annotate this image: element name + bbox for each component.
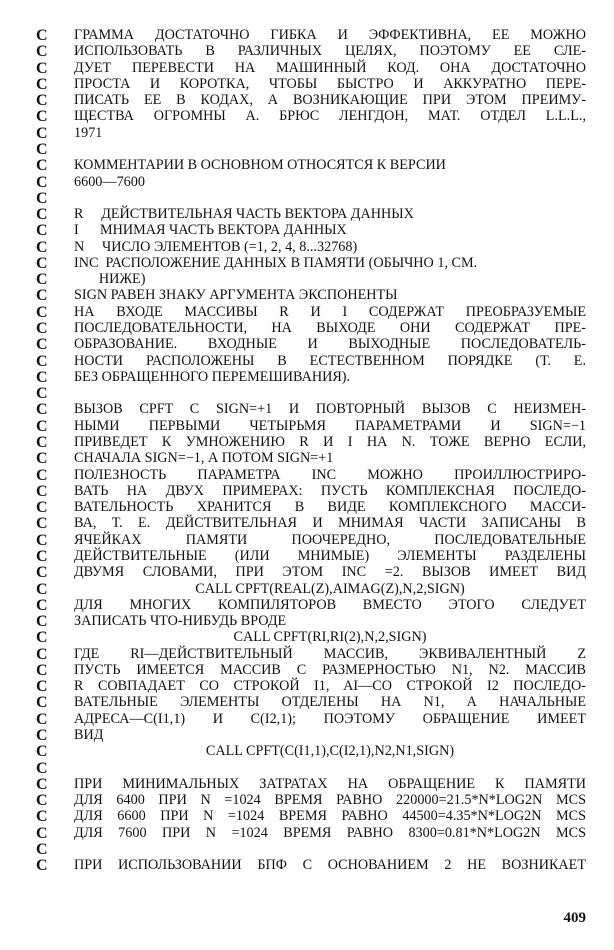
- page-number: 409: [563, 910, 586, 926]
- comment-line: [0, 629, 614, 647]
- comment-line: [0, 60, 614, 78]
- comment-line: [0, 467, 614, 485]
- comment-line: [0, 304, 614, 322]
- comment-text: ИСПОЛЬЗОВАТЬ В РАЗЛИЧНЫХ ЦЕЛЯХ, ПОЭТОМУ ЕЕ СЛЕ-: [74, 43, 586, 60]
- comment-marker: C: [36, 271, 48, 289]
- comment-marker: C: [36, 743, 48, 761]
- comment-marker: C: [36, 466, 48, 484]
- comment-text: INC РАСПОЛОЖЕНИЕ ДАННЫХ В ПАМЯТИ (ОБЫЧНО 1, СМ.: [74, 254, 478, 271]
- comment-text: ПРИ МИНИМАЛЬНЫХ ЗАТРАТАХ НА ОБРАЩЕНИЕ К ПАМЯТИ: [74, 775, 586, 792]
- comment-marker: C: [36, 564, 48, 582]
- comment-marker: C: [36, 678, 48, 696]
- comment-text: ПОЛЕЗНОСТЬ ПАРАМЕТРА INC МОЖНО ПРОИЛЛЮСТРИРО-: [74, 466, 586, 483]
- comment-line: [0, 857, 614, 875]
- comment-line: [0, 336, 614, 354]
- comment-line: [0, 548, 614, 566]
- comment-marker: C: [36, 75, 48, 93]
- comment-text: ГРАММА ДОСТАТОЧНО ГИБКА И ЭФФЕКТИВНА, ЕЕ МОЖНО: [74, 27, 586, 43]
- comment-line: [0, 174, 614, 192]
- comment-line: [0, 108, 614, 126]
- comment-marker: C: [36, 157, 48, 175]
- comment-line: [0, 287, 614, 305]
- comment-text: НЫМИ ПЕРВЫМИ ЧЕТЫРЬМЯ ПАРАМЕТРАМИ И SIGN=−1: [74, 417, 586, 434]
- comment-text: I МНИМАЯ ЧАСТЬ ВЕКТОРА ДАННЫХ: [74, 222, 347, 239]
- comment-line: [0, 581, 614, 599]
- comment-marker: C: [36, 238, 48, 256]
- comment-text: 1971: [74, 124, 103, 141]
- comment-text: CALL CPFT(REAL(Z),AIMAG(Z),N,2,SIGN): [195, 580, 465, 597]
- comment-text: ПИСАТЬ ЕЕ В КОДАХ, А ВОЗНИКАЮЩИЕ ПРИ ЭТОМ ПРЕИМУ-: [74, 92, 586, 109]
- comment-text: ВЫЗОВ CPFT С SIGN=+1 И ПОВТОРНЫЙ ВЫЗОВ С НЕИЗМЕН-: [74, 401, 586, 418]
- comment-line: [0, 597, 614, 615]
- comment-marker: C: [36, 661, 48, 679]
- comment-line: [0, 499, 614, 517]
- comment-text: ВАТЬ НА ДВУХ ПРИМЕРАХ: ПУСТЬ КОМПЛЕКСНАЯ ПОСЛЕДО-: [74, 482, 586, 499]
- comment-marker: C: [36, 336, 48, 354]
- comment-line: [0, 76, 614, 94]
- comment-line: [0, 320, 614, 338]
- comment-text: ЯЧЕЙКАХ ПАМЯТИ ПООЧЕРЕДНО, ПОСЛЕДОВАТЕЛЬНЫЕ: [74, 531, 586, 548]
- comment-text: R ДЕЙСТВИТЕЛЬНАЯ ЧАСТЬ ВЕКТОРА ДАННЫХ: [74, 206, 414, 223]
- comment-text: НИЖЕ): [74, 271, 146, 288]
- comment-line: [0, 760, 614, 778]
- comment-marker: C: [36, 499, 48, 517]
- comment-marker: C: [36, 531, 48, 549]
- comment-marker: C: [36, 401, 48, 419]
- comment-marker: C: [36, 580, 48, 598]
- comment-text: ГДЕ RI—ДЕЙСТВИТЕЛЬНЫЙ МАССИВ, ЭКВИВАЛЕНТНЫЙ Z: [74, 645, 586, 662]
- comment-text: ВА, Т. Е. ДЕЙСТВИТЕЛЬНАЯ И МНИМАЯ ЧАСТИ ЗАПИСАНЫ В: [74, 515, 586, 532]
- comment-line: [0, 808, 614, 826]
- comment-text: ОБРАЗОВАНИЕ. ВХОДНЫЕ И ВЫХОДНЫЕ ПОСЛЕДОВАТЕЛЬ-: [74, 336, 586, 353]
- comment-text: ЩЕСТВА ОГРОМНЫ А. БРЮС ЛЕНГДОН, МАТ. ОТДЕЛ L.L.L.,: [74, 108, 586, 125]
- comment-line: [0, 206, 614, 224]
- comment-text: 6600—7600: [74, 173, 145, 190]
- comment-line: [0, 711, 614, 729]
- comment-marker: C: [36, 206, 48, 224]
- comment-text: ПРИ ИСПОЛЬЗОВАНИИ БПФ С ОСНОВАНИЕМ 2 НЕ ВОЗНИКАЕТ: [74, 857, 586, 874]
- comment-line: [0, 43, 614, 61]
- comment-text: НОСТИ РАСПОЛОЖЕНЫ В ЕСТЕСТВЕННОМ ПОРЯДКЕ (Т. Е.: [74, 352, 586, 369]
- comment-text: СНАЧАЛА SIGN=−1, А ПОТОМ SIGN=+1: [74, 450, 334, 467]
- comment-text: БЕЗ ОБРАЩЕННОГО ПЕРЕМЕШИВАНИЯ).: [74, 368, 351, 385]
- comment-marker: C: [36, 775, 48, 793]
- comment-text: ДЛЯ 6600 ПРИ N =1024 ВРЕМЯ РАВНО 44500=4.35*N*LOG2N MCS: [74, 808, 586, 825]
- comment-marker: C: [36, 27, 48, 44]
- comment-text: ПРИВЕДЕТ К УМНОЖЕНИЮ R И I НА N. ТОЖЕ ВЕРНО ЕСЛИ,: [74, 434, 586, 450]
- comment-line: [0, 239, 614, 257]
- comment-marker: C: [36, 596, 48, 614]
- comment-line: [0, 353, 614, 371]
- comment-text: ДУЕТ ПЕРЕВЕСТИ НА МАШИННЫЙ КОД. ОНА ДОСТАТОЧНО: [74, 59, 586, 76]
- comment-line: [0, 92, 614, 110]
- comment-marker: C: [36, 254, 48, 272]
- comment-marker: C: [36, 417, 48, 435]
- comment-marker: C: [36, 385, 48, 403]
- comment-text: ВАТЕЛЬНОСТЬ ХРАНИТСЯ В ВИДЕ КОМПЛЕКСНОГО МАССИ-: [74, 499, 586, 516]
- comment-text: ДЕЙСТВИТЕЛЬНЫЕ (ИЛИ МНИМЫЕ) ЭЛЕМЕНТЫ РАЗДЕЛЕНЫ: [74, 547, 586, 564]
- comment-text: АДРЕСА—C(I1,1) И C(I2,1); ПОЭТОМУ ОБРАЩЕНИЕ ИМЕЕТ: [74, 710, 586, 727]
- comment-marker: C: [36, 710, 48, 728]
- comment-text: ПОСЛЕДОВАТЕЛЬНОСТИ, НА ВЫХОДЕ ОНИ СОДЕРЖАТ ПРЕ-: [74, 320, 586, 337]
- comment-marker: C: [36, 368, 48, 386]
- comment-marker: C: [36, 613, 48, 631]
- comment-text: CALL CPFT(RI,RI(2),N,2,SIGN): [233, 629, 427, 646]
- comment-line: [0, 841, 614, 859]
- comment-line: [0, 532, 614, 550]
- comment-marker: C: [36, 694, 48, 712]
- comment-line: [0, 662, 614, 680]
- comment-marker: C: [36, 320, 48, 338]
- comment-line: [0, 727, 614, 745]
- comment-marker: C: [36, 808, 48, 826]
- comment-marker: C: [36, 124, 48, 142]
- comment-text: ПРОСТА И КОРОТКА, ЧТОБЫ БЫСТРО И АККУРАТНО ПЕРЕ-: [74, 75, 586, 92]
- comment-line: [0, 678, 614, 696]
- comment-text: ДЛЯ 7600 ПРИ N =1024 ВРЕМЯ РАВНО 8300=0.81*N*LOG2N MCS: [74, 824, 586, 841]
- comment-line: [0, 825, 614, 843]
- comment-text: ДВУМЯ СЛОВАМИ, ПРИ ЭТОМ INC =2. ВЫЗОВ ИМЕЕТ ВИД: [74, 564, 586, 581]
- comment-marker: C: [36, 92, 48, 110]
- comment-line: [0, 190, 614, 208]
- comment-line: [0, 369, 614, 387]
- comment-marker: C: [36, 222, 48, 240]
- comment-text: CALL CPFT(C(I1,1),C(I2,1),N2,N1,SIGN): [205, 743, 455, 760]
- comment-line: [0, 271, 614, 289]
- comment-marker: C: [36, 482, 48, 500]
- comment-marker: C: [36, 43, 48, 61]
- comment-marker: C: [36, 303, 48, 321]
- comment-line: [0, 483, 614, 501]
- comment-line: [0, 792, 614, 810]
- comment-line: [0, 613, 614, 631]
- comment-line: [0, 564, 614, 582]
- comment-marker: C: [36, 189, 48, 207]
- comment-line: [0, 255, 614, 273]
- comment-line: [0, 125, 614, 143]
- comment-line: [0, 157, 614, 175]
- comment-marker: C: [36, 841, 48, 858]
- comment-text: НА ВХОДЕ МАССИВЫ R И I СОДЕРЖАТ ПРЕОБРАЗУЕМЫЕ: [74, 303, 586, 320]
- comment-text: R СОВПАДАЕТ СО СТРОКОЙ I1, AI—СО СТРОКОЙ I2 ПОСЛЕДО-: [74, 678, 586, 695]
- comment-text: ПУСТЬ ИМЕЕТСЯ МАССИВ С РАЗМЕРНОСТЬЮ N1, N2. МАССИВ: [74, 661, 586, 678]
- comment-marker: C: [36, 515, 48, 533]
- comment-marker: C: [36, 824, 48, 842]
- comment-line: [0, 450, 614, 468]
- comment-line: [0, 141, 614, 159]
- comment-text: ЗАПИСАТЬ ЧТО-НИБУДЬ ВРОДЕ: [74, 613, 287, 630]
- comment-marker: C: [36, 173, 48, 191]
- comment-text: ДЛЯ МНОГИХ КОМПИЛЯТОРОВ ВМЕСТО ЭТОГО СЛЕДУЕТ: [74, 596, 586, 613]
- comment-marker: C: [36, 450, 48, 468]
- comment-marker: C: [36, 547, 48, 565]
- comment-line: [0, 27, 614, 45]
- comment-line: [0, 743, 614, 761]
- comment-line: [0, 694, 614, 712]
- comment-text: ДЛЯ 6400 ПРИ N =1024 ВРЕМЯ РАВНО 220000=21.5*N*LOG2N MCS: [74, 792, 586, 809]
- comment-text: ВАТЕЛЬНЫЕ ЭЛЕМЕНТЫ ОТДЕЛЕНЫ НА N1, А НАЧАЛЬНЫЕ: [74, 694, 586, 711]
- comment-line: [0, 222, 614, 240]
- comment-marker: C: [36, 727, 48, 745]
- comment-marker: C: [36, 629, 48, 647]
- comment-line: [0, 646, 614, 664]
- comment-line: [0, 434, 614, 452]
- comment-marker: C: [36, 140, 48, 158]
- comment-marker: C: [36, 434, 48, 451]
- comment-marker: C: [36, 287, 48, 305]
- comment-text: КОММЕНТАРИИ В ОСНОВНОМ ОТНОСЯТСЯ К ВЕРСИИ: [74, 157, 446, 174]
- comment-marker: C: [36, 645, 48, 663]
- comment-line: [0, 418, 614, 436]
- comment-marker: C: [36, 792, 48, 810]
- comment-text: ВИД: [74, 727, 104, 744]
- comment-line: [0, 515, 614, 533]
- comment-marker: C: [36, 759, 48, 777]
- comment-marker: C: [36, 857, 48, 875]
- comment-line: [0, 401, 614, 419]
- comment-text: N ЧИСЛО ЭЛЕМЕНТОВ (=1, 2, 4, 8...32768): [74, 238, 358, 255]
- comment-line: [0, 776, 614, 794]
- comment-marker: C: [36, 352, 48, 370]
- comment-text: SIGN РАВЕН ЗНАКУ АРГУМЕНТА ЭКСПОНЕНТЫ: [74, 287, 398, 304]
- comment-marker: C: [36, 59, 48, 77]
- comment-marker: C: [36, 108, 48, 126]
